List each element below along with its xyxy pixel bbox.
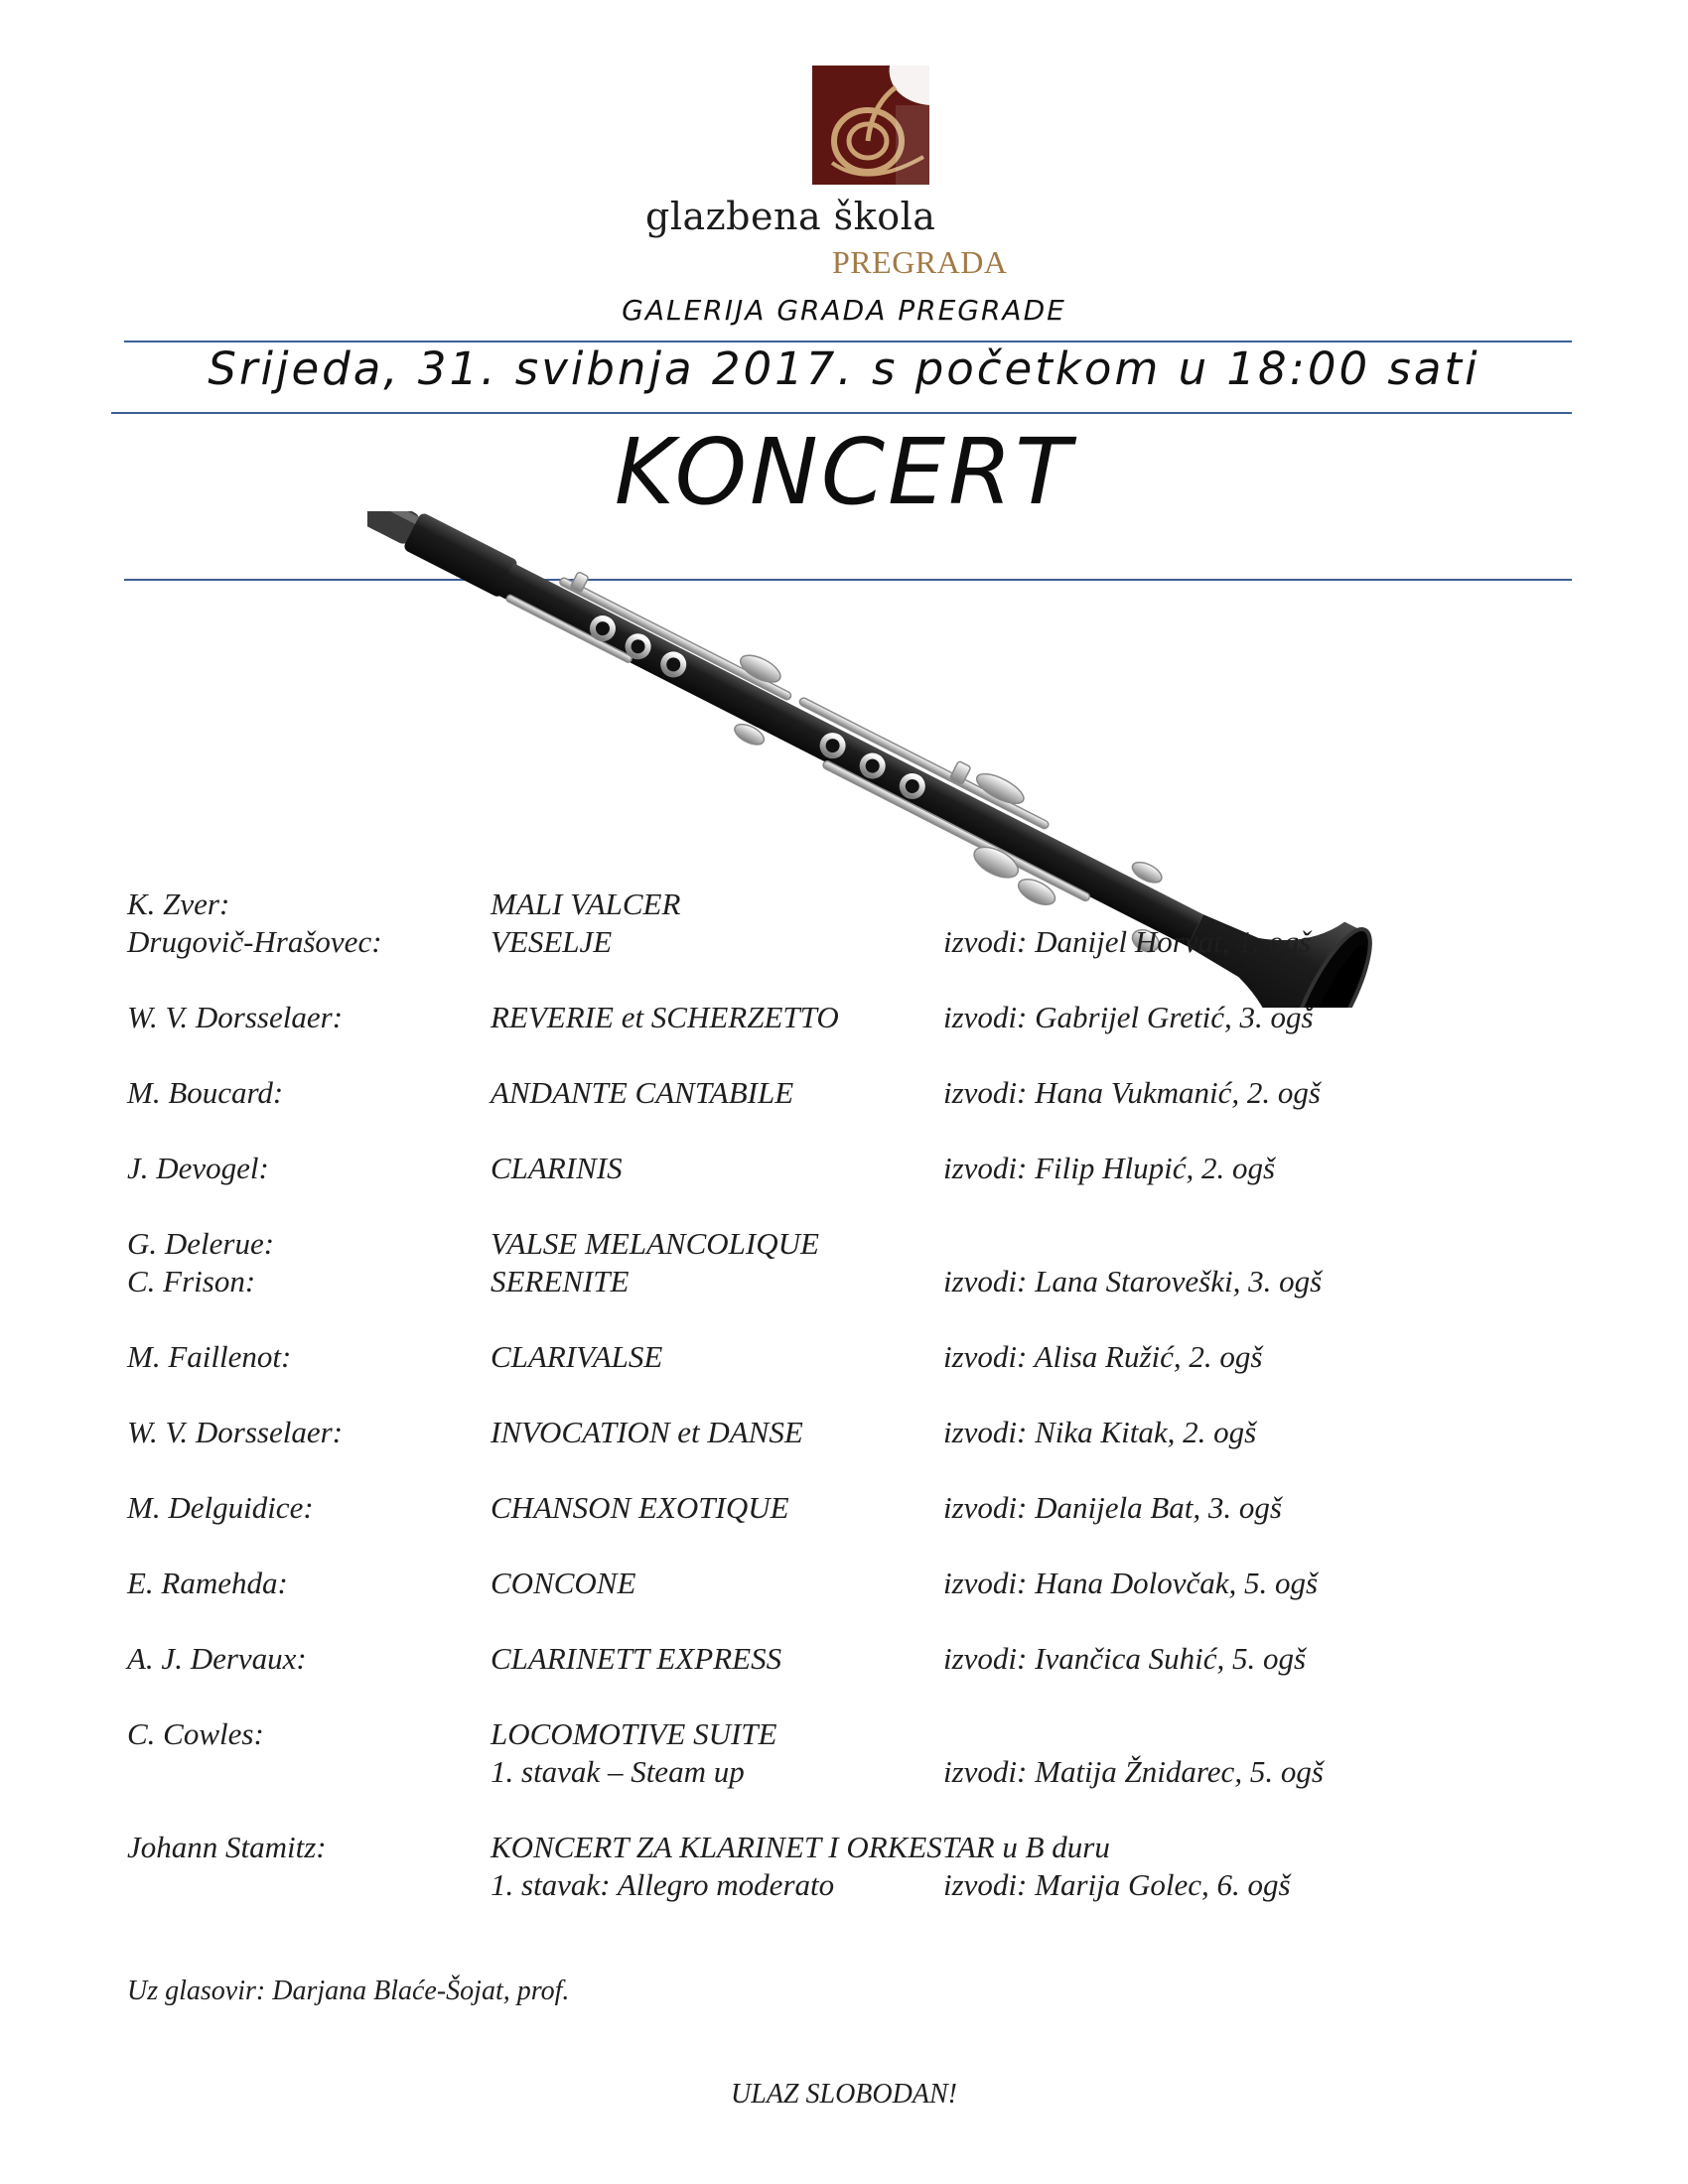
program-piece: 1. stavak – Steam up [491, 1754, 745, 1789]
program-piece: ANDANTE CANTABILE [491, 1075, 794, 1110]
program-composer: W. V. Dorsselaer: [127, 1415, 344, 1449]
page-title: KONCERT [614, 419, 1074, 525]
program-piece: CHANSON EXOTIQUE [491, 1490, 789, 1525]
program-composer: J. Devogel: [127, 1151, 269, 1185]
divider-middle [111, 412, 1572, 414]
program-performer: izvodi: Marija Golec, 6. ogš [943, 1867, 1291, 1902]
program-composer: Johann Stamitz: [127, 1830, 327, 1864]
program-piece: SERENITE [491, 1264, 630, 1298]
venue: GALERIJA GRADA PREGRADE [622, 294, 1066, 327]
program-piece: CONCONE [491, 1566, 636, 1600]
program-composer: M. Delguidice: [127, 1490, 314, 1525]
program-composer: W. V. Dorsselaer: [127, 1000, 344, 1034]
accompaniment-note: Uz glasovir: Darjana Blaće-Šojat, prof. [127, 1976, 570, 2006]
program-performer: izvodi: Nika Kitak, 2. ogš [943, 1415, 1257, 1449]
program-piece: REVERIE et SCHERZETTO [491, 1000, 839, 1034]
program-performer: izvodi: Gabrijel Gretić, 3. ogš [943, 1000, 1314, 1034]
program-piece: MALI VALCER [491, 887, 681, 921]
program-piece: 1. stavak: Allegro moderato [491, 1867, 835, 1902]
program-performer: izvodi: Danijela Bat, 3. ogš [943, 1490, 1282, 1525]
program-piece: VESELJE [491, 924, 613, 959]
program-composer: G. Delerue: [127, 1226, 275, 1261]
program-piece: CLARINIS [491, 1151, 623, 1185]
program-performer: izvodi: Hana Vukmanić, 2. ogš [943, 1075, 1321, 1110]
program-performer: izvodi: Hana Dolovčak, 5. ogš [943, 1566, 1319, 1600]
school-name: glazbena škola [645, 195, 936, 238]
program-piece: VALSE MELANCOLIQUE [491, 1226, 819, 1261]
school-logo-icon [812, 66, 929, 185]
program-piece: CLARINETT EXPRESS [491, 1641, 782, 1676]
program-performer: izvodi: Ivančica Suhić, 5. ogš [943, 1641, 1307, 1676]
program-composer: M. Faillenot: [127, 1339, 292, 1374]
program-composer: Drugovič-Hrašovec: [127, 924, 382, 959]
school-place: PREGRADA [832, 244, 1008, 280]
program-piece: INVOCATION et DANSE [491, 1415, 803, 1449]
entry-note: ULAZ SLOBODAN! [731, 2079, 957, 2110]
program-composer: K. Zver: [127, 887, 230, 921]
program-performer: izvodi: Lana Staroveški, 3. ogš [943, 1264, 1323, 1298]
program-composer: C. Frison: [127, 1264, 256, 1298]
program-performer: izvodi: Danijel Horvat, 1. ogš [943, 924, 1312, 959]
date-line: Srijeda, 31. svibnja 2017. s početkom u 18:00 sati [208, 342, 1480, 395]
program-performer: izvodi: Filip Hlupić, 2. ogš [943, 1151, 1276, 1185]
program-performer: izvodi: Alisa Ružić, 2. ogš [943, 1339, 1263, 1374]
program-performer: izvodi: Matija Žnidarec, 5. ogš [943, 1754, 1324, 1789]
program-composer: C. Cowles: [127, 1716, 264, 1751]
program-piece: LOCOMOTIVE SUITE [491, 1716, 777, 1751]
program-piece: KONCERT ZA KLARINET I ORKESTAR u B duru [491, 1830, 1110, 1864]
program-piece: CLARIVALSE [491, 1339, 663, 1374]
program-composer: M. Boucard: [127, 1075, 284, 1110]
program-composer: A. J. Dervaux: [127, 1641, 307, 1676]
program-composer: E. Ramehda: [127, 1566, 288, 1600]
